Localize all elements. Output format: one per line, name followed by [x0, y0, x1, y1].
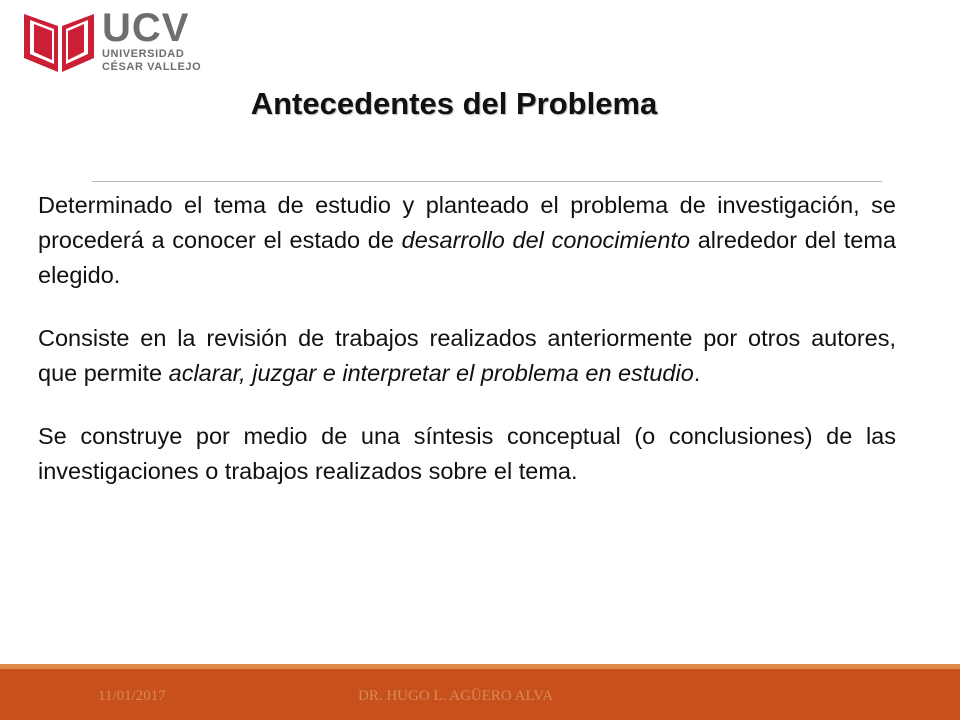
ucv-emblem-icon — [22, 8, 96, 78]
paragraph-1-text-b: alrededor del tema elegido. — [38, 227, 897, 288]
ucv-logo — [22, 6, 202, 82]
slide-title: Antecedentes del Problema — [250, 86, 658, 121]
footer-accent-strip — [0, 664, 960, 669]
paragraph-1-emphasis: desarrollo del conocimiento — [401, 227, 691, 253]
paragraph-2-text-b: . — [693, 360, 701, 386]
paragraph-2-text-a: Consiste en la revisión de trabajos realizados anteriormente por otros autores, que permite — [38, 325, 896, 386]
logo-acronym: UCV — [102, 6, 190, 50]
paragraph-2 — [38, 321, 896, 391]
logo-line-university: UNIVERSIDAD — [102, 48, 185, 60]
paragraph-2-emphasis: aclarar, juzgar e interpretar el problema en estudio — [168, 360, 694, 386]
logo-wordmark — [102, 8, 222, 74]
slide-body — [38, 188, 896, 517]
paragraph-3 — [38, 419, 896, 489]
paragraph-1 — [38, 188, 896, 293]
paragraph-1-text-a: Determinado el tema de estudio y planteado el problema de investigación, se procederá a conocer el estado de — [38, 192, 896, 253]
logo-line-name: CÉSAR VALLEJO — [102, 61, 202, 73]
footer-author: DR. HUGO L. AGÜERO ALVA — [358, 688, 554, 704]
footer-date: 11/01/2017 — [98, 688, 166, 704]
title-divider — [92, 181, 882, 182]
paragraph-3-text: Se construye por medio de una síntesis conceptual (o conclusiones) de las investigaciones o trabajos realizados sobre el tema. — [38, 423, 896, 484]
